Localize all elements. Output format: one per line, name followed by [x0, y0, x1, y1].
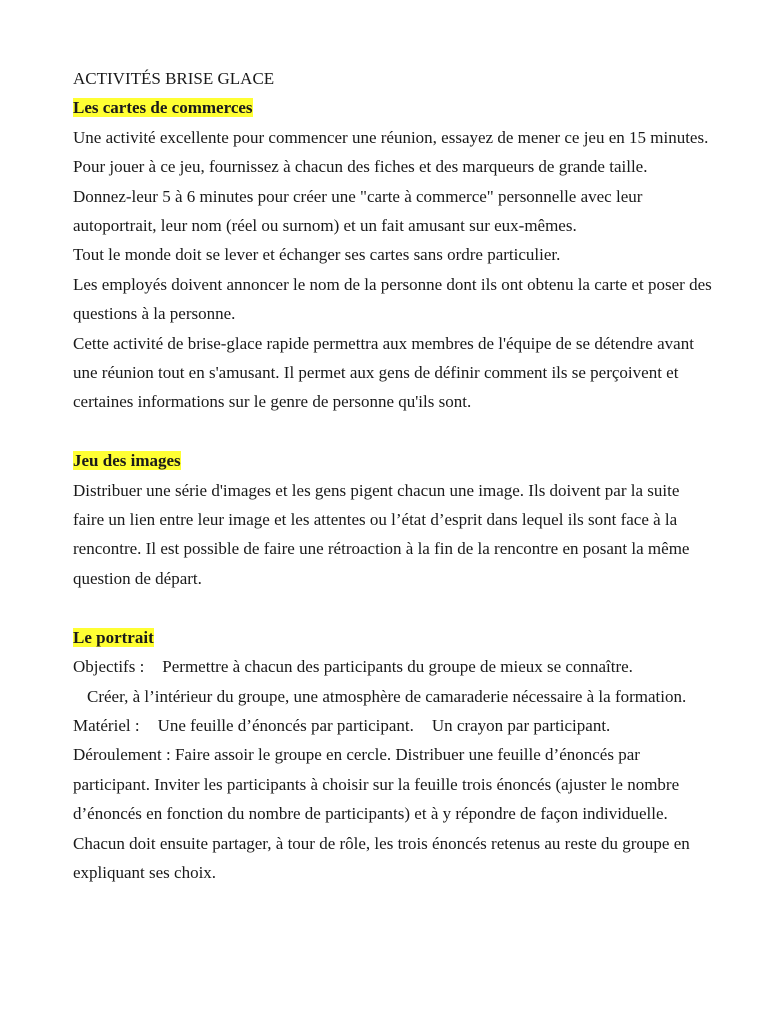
objectifs-item-2: Créer, à l’intérieur du groupe, une atmosphère de camaraderie nécessaire à la formation. — [87, 686, 687, 706]
deroulement-paragraph: Déroulement : Faire assoir le groupe en cercle. Distribuer une feuille d’énoncés par participant. Inviter les participants à choisir sur la feuille trois énoncés (ajuster le nombre d’énoncés en fonction du nombre de participants) et à y répondre de façon individuelle. Chacun doit ensuite partager, à tour de rôle, les trois énoncés retenus au reste du groupe en expliquant ses choix. — [73, 745, 690, 882]
paragraph: Tout le monde doit se lever et échanger ses cartes sans ordre particulier. — [73, 245, 561, 265]
blank-line — [73, 417, 713, 446]
materiel-item-2: Un crayon par participant. — [431, 715, 611, 735]
paragraph: Une activité excellente pour commencer une réunion, essayez de mener ce jeu en 15 minutes. — [73, 127, 709, 147]
objectifs-label: Objectifs : — [73, 657, 145, 677]
paragraph: Pour jouer à ce jeu, fournissez à chacun des fiches et des marqueurs de grande taille. — [73, 157, 648, 177]
section-heading-cartes — [73, 93, 713, 122]
paragraph: Distribuer une série d'images et les gens pigent chacun une image. Ils doivent par la suite faire un lien entre leur image et les attentes ou l’état d’esprit dans lequel ils sont face à la rencontre. Il est possible de faire une rétroaction à la fin de la rencontre en posant la même question de départ. — [73, 480, 690, 588]
materiel-label: Matériel : — [73, 715, 140, 735]
paragraph: Les employés doivent annoncer le nom de la personne dont ils ont obtenu la carte et poser des questions à la personne. — [73, 274, 712, 324]
section-heading-images-text: Jeu des images — [73, 451, 181, 471]
document-title: ACTIVITÉS BRISE GLACE — [73, 69, 275, 88]
paragraph: Cette activité de brise-glace rapide permettra aux membres de l'équipe de se détendre avant une réunion tout en s'amusant. Il permet aux gens de définir comment ils se perçoivent et certaines informations sur le genre de personne qu'ils sont. — [73, 333, 694, 412]
paragraph: Donnez-leur 5 à 6 minutes pour créer une "carte à commerce" personnelle avec leur autoportrait, leur nom (réel ou surnom) et un fait amusant sur eux-mêmes. — [73, 186, 643, 236]
section-heading-cartes-text: Les cartes de commerces — [73, 98, 253, 118]
blank-line — [73, 593, 713, 622]
objectifs-item-1: Permettre à chacun des participants du groupe de mieux se connaître. — [162, 657, 633, 677]
objectifs-line — [73, 652, 713, 681]
document-page — [73, 64, 713, 887]
section-heading-portrait — [73, 623, 713, 652]
materiel-item-1: Une feuille d’énoncés par participant. — [157, 715, 414, 735]
section-heading-images — [73, 446, 713, 475]
materiel-line — [73, 711, 713, 740]
section-heading-portrait-text: Le portrait — [73, 627, 154, 647]
